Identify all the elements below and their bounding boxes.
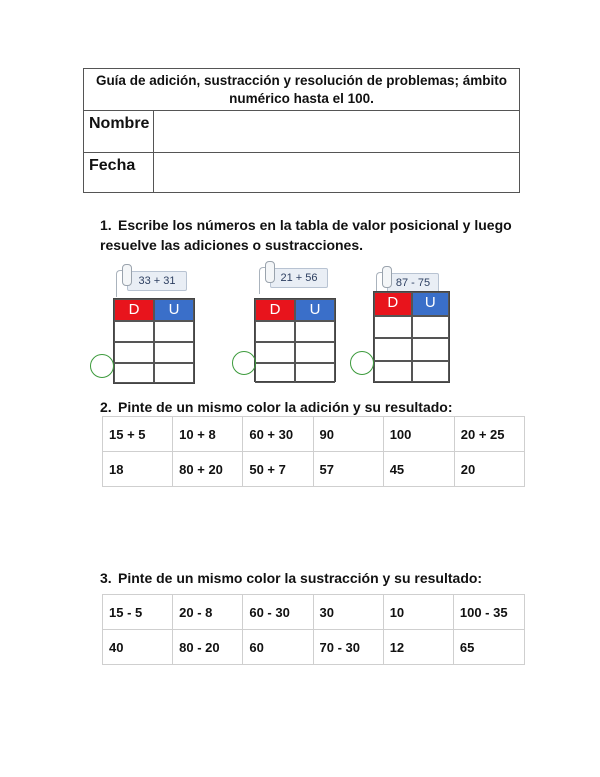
question-1-number: 1. [100,217,112,233]
date-label: Fecha [84,153,154,193]
cell[interactable] [412,338,450,361]
subtraction-pairs-table [102,594,525,665]
table-cell[interactable]: 40 [103,630,173,665]
table-cell[interactable]: 65 [453,630,524,665]
question-2-text: Pinte de un mismo color la adición y su resultado: [118,399,453,415]
table-cell[interactable]: 80 + 20 [173,452,243,487]
name-label: Nombre [84,111,154,152]
cell[interactable] [154,342,194,363]
tens-header: D [255,299,295,321]
table-row [103,417,525,452]
operation-3: 87 - 75 [395,277,431,289]
cell[interactable] [114,363,154,383]
cell[interactable] [374,316,412,338]
operator-circle-2[interactable] [232,351,256,375]
table-cell[interactable]: 60 + 30 [243,417,313,452]
question-1 [100,215,520,255]
table-cell[interactable]: 15 - 5 [103,595,173,630]
operation-1: 33 + 31 [138,275,176,287]
operation-tag-2 [270,268,328,288]
cell[interactable] [255,342,295,363]
table-cell[interactable]: 60 - 30 [243,595,313,630]
cell[interactable] [412,316,450,338]
cell[interactable] [154,363,194,383]
cell[interactable] [114,321,154,342]
place-value-table-3 [373,291,450,383]
operation-tag-1 [127,271,187,291]
header-table [83,68,520,193]
cell[interactable] [412,361,450,382]
operation-tag-3 [387,273,439,293]
table-cell[interactable]: 15 + 5 [103,417,173,452]
place-value-table-2 [254,298,336,382]
table-cell[interactable]: 100 [383,417,454,452]
operator-circle-3[interactable] [350,351,374,375]
table-cell[interactable]: 10 [383,595,453,630]
paperclip-icon [265,261,275,283]
table-cell[interactable]: 20 [454,452,524,487]
cell[interactable] [295,321,335,342]
table-cell[interactable]: 18 [103,452,173,487]
table-cell[interactable]: 20 - 8 [173,595,243,630]
addition-pairs-table [102,416,525,487]
table-cell[interactable]: 30 [313,595,383,630]
table-cell[interactable]: 70 - 30 [313,630,383,665]
tens-header: D [114,299,154,321]
table-cell[interactable]: 20 + 25 [454,417,524,452]
tens-header: D [374,292,412,316]
cell[interactable] [154,321,194,342]
name-field[interactable] [154,111,519,152]
operation-2: 21 + 56 [280,272,318,284]
table-cell[interactable]: 12 [383,630,453,665]
worksheet-title: Guía de adición, sustracción y resolución de problemas; ámbito numérico hasta el 100. [84,69,519,111]
table-cell[interactable]: 60 [243,630,313,665]
table-cell[interactable]: 10 + 8 [173,417,243,452]
cell[interactable] [295,342,335,363]
paperclip-icon [382,266,392,288]
question-2 [100,397,520,417]
table-cell[interactable]: 80 - 20 [173,630,243,665]
question-3-number: 3. [100,570,112,586]
units-header: U [295,299,335,321]
date-field[interactable] [154,153,519,193]
question-3-text: Pinte de un mismo color la sustracción y su resultado: [118,570,483,586]
table-cell[interactable]: 100 - 35 [453,595,524,630]
cell[interactable] [255,363,295,383]
question-2-number: 2. [100,399,112,415]
units-header: U [154,299,194,321]
operator-circle-1[interactable] [90,354,114,378]
units-header: U [412,292,450,316]
table-row [103,630,525,665]
question-3 [100,568,520,588]
name-row [84,111,519,152]
cell[interactable] [295,363,335,383]
table-cell[interactable]: 57 [313,452,383,487]
paperclip-icon [122,264,132,286]
cell[interactable] [114,342,154,363]
place-value-table-1 [113,298,195,384]
table-row [103,595,525,630]
cell[interactable] [374,361,412,382]
question-1-text: Escribe los números en la tabla de valor posicional y luego resuelve las adiciones o sustracciones. [100,217,512,253]
table-cell[interactable]: 90 [313,417,383,452]
table-cell[interactable]: 50 + 7 [243,452,313,487]
cell[interactable] [255,321,295,342]
table-row [103,452,525,487]
cell[interactable] [374,338,412,361]
date-row [84,152,519,193]
table-cell[interactable]: 45 [383,452,454,487]
